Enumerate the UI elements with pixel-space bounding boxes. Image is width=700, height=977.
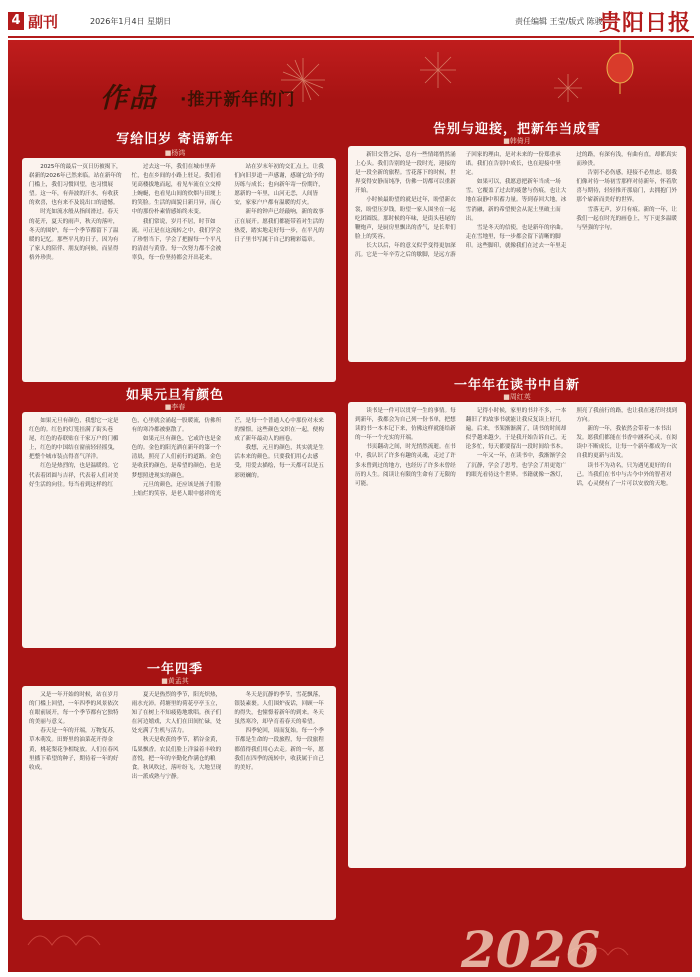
article-body: 又是一年开始的时候，站在岁月的门槛上回望，一年四季的风景依次在眼前展开，每一个季节都有它独特的美丽与意义。 春天是一年的开端，万物复苏，草木萌发。田野里的油菜花开得金黄，桃花梨花争相绽放。人们在春风里播下希望的种子，期待着一年的好收成。 夏天是热烈的季节，阳光炽热，雨水充沛。荷塘里的荷花亭亭玉立，知了在树上不知疲倦地歌唱。孩子们在河边嬉戏，大人们在田间忙碌，处处充满了生机与活力。 秋天是收获的季节，稻谷金黄，瓜果飘香。农民们脸上洋溢着丰收的喜悦，把一年的辛勤化作满仓的粮食。秋风吹过，落叶纷飞，大地呈现出一派成熟与宁静。 冬天是沉静的季节，雪花飘落，银装素裹。人们围炉夜话，回顾一年的得失，也憧憬着新年的到来。冬天虽然寒冷，却孕育着春天的希望。 四季轮回，周而复始。每一个季节都是生命的一段旅程，每一段旅程都值得我们用心去走。新的一年，愿我们在四季的流转中，收获属于自己的美好。 — [22, 686, 336, 920]
article-byline: ■杨鸿 — [164, 149, 186, 157]
article-body: 读书是一件可以贯穿一生的事情。每到新年，我都会为自己列一份书单，把想读的书一本本记下来，仿佛这样就能给新的一年一个充实的开端。 书页翻动之间，时光悄然流逝。在书中，我认识了许多有趣的灵魂，走过了许多未曾到过的地方，也经历了许多未曾经历的人生。阅读让有限的生命有了无限的可能。 记得小时候，家里的书并不多，一本翻旧了的故事书就能让我反复读上好几遍。后来，书架渐渐满了，读书的时间却似乎越来越少。于是我开始告诉自己，无论多忙，每天都要留出一段时间给书本。 一年又一年，在读书中，我渐渐学会了沉静，学会了思考，也学会了用更宽广的眼光看待这个世界。书籍就像一盏灯，照亮了我前行的路，也让我在迷茫时找到方向。 新的一年，我依然会带着一本书出发。愿我们都能在书香中涵养心灵，在阅读中不断成长，让每一个新年都成为一次自我的更新与出发。 读书不为功名，只为遇见更好的自己。当我们在书中与古今中外的智者对话，心灵便有了一片可以安放的天地。 — [348, 402, 686, 868]
header-rule — [8, 36, 694, 38]
masthead-subtitle: ·推开新年的门 — [180, 90, 296, 110]
article-body: 如果元旦有颜色，我想它一定是红色的。红色的灯笼挂满了街头巷尾，红色的春联贴在千家万户的门楣上，红色的中国结在窗前轻轻摇曳，把整个城市装点得喜气洋洋。 红色是热烈的，也是温暖的。它代表着团圆与吉祥，代表着人们对美好生活的向往。每当看到这样的红色，心里就会涌起一股暖流，仿佛所有的寒冷都被驱散了。 如果元旦有颜色，它或许也是金色的。金色的阳光洒在新年的第一个清晨，照亮了人们前行的道路。金色是收获的颜色，是希望的颜色，也是梦想照进现实的颜色。 元旦的颜色，还应该是孩子们脸上灿烂的笑容，是老人眼中慈祥的光芒，是每一个普通人心中那份对未来的憧憬。这些颜色交织在一起，便构成了新年最动人的画卷。 我想，元旦的颜色，其实就是生活本来的颜色。只要我们用心去感受，用爱去描绘，每一天都可以是五彩斑斓的。 — [22, 412, 336, 648]
newspaper-logo: 贵阳日报 — [599, 10, 692, 36]
article-byline: ■黄孟其 — [161, 677, 189, 685]
article-byline: ■韩倚月 — [503, 137, 531, 145]
masthead-title: 作品 — [100, 83, 158, 114]
feature-board — [8, 40, 692, 972]
article-title: 一年年在读书中自新 — [453, 378, 580, 393]
editor-credits: 责任编辑 王莹/版式 陈骏 — [515, 17, 603, 26]
article-byline: ■李春 — [164, 403, 186, 411]
date-line: 2026年1月4日 星期日 — [90, 17, 172, 26]
article-body: 新旧交替之际，总有一些情绪悄然涌上心头。我们告别的是一段时光，迎接的是一段全新的旅程。雪花落下的时候，世界变得安静而纯净，仿佛一切都可以重新开始。 小时候最盼望的就是过年，盼望新衣裳，盼望压岁钱，盼望一家人围坐在一起吃团圆饭。那时候的年味，是街头巷尾的鞭炮声，是厨房里飘出的香气，是长辈们脸上的笑容。 长大以后，年的意义似乎变得更加深沉。它是一年辛劳之后的歇脚，是远方游子回家的理由，是对未来的一份郑重承诺。我们在告别中成长，也在迎接中坚定。 如果可以，我愿意把新年当成一场雪。它覆盖了过去的疲惫与伤痕，也让大地在寂静中积蓄力量。等到春回大地，冰雪消融，新的希望便会从泥土里破土而出。 雪是冬天的信使，也是新年的序曲。走在雪地里，每一步都会留下清晰的脚印。这些脚印，就像我们在过去一年里走过的路，有深有浅，有曲有直，却都真实而珍贵。 告别不必伤感，迎接不必焦虑。愿我们像对待一场初雪那样对待新年，怀着欣喜与期待，轻轻推开那扇门，去拥抱门外那个崭新而美好的世界。 雪落无声，岁月有痕。新的一年，让我们一起在时光的画卷上，写下更多温暖与坚强的字句。 — [348, 146, 686, 362]
article-body: 2025年的最后一页日历被揭下，崭新的2026年已然来临。站在新年的门槛上，我们习惯回望，也习惯展望。这一年，有奔波的汗水，有收获的欢喜，也有来不及说出口的遗憾。 时光如流水般从指间滑过。春天的花开，夏天的雨声，秋天的落叶，冬天的围炉，每一个季节都留下了温暖的记忆。那些平凡的日子，因为有了家人的陪伴、朋友的问候，而显得格外珍贵。 过去这一年，我们在城市里奔忙，也在乡间的小路上驻足。我们看见高楼拔地而起，看见车流在立交桥上蜿蜒，也看见山间的炊烟与田埂上的笑脸。生活的面貌日新月异，而心中的那份朴素情感始终未变。 我们常说，岁月不居，时节如流。可正是在这流转之中，我们学会了珍惜当下，学会了把握每一个平凡的清晨与黄昏。每一次努力都不会被辜负，每一份坚持都会开出花来。 站在岁末年初的交汇点上，让我们向旧岁道一声感谢，感谢它给予的历练与成长；也向新年寄一份期许，愿新的一年里，山河无恙，人间皆安，家家户户都有温暖的灯火。 新年的钟声已经敲响，新的故事正在展开。愿我们都能带着对生活的热爱，踏实地走好每一步，在平凡的日子里书写属于自己的精彩篇章。 — [22, 158, 336, 382]
article-title: 一年四季 — [146, 662, 203, 677]
article-title: 写给旧岁 寄语新年 — [116, 132, 234, 147]
article-title: 如果元旦有颜色 — [125, 388, 224, 403]
page-number: 4 — [8, 12, 24, 30]
section-name: 副刊 — [28, 13, 59, 31]
year-ornament: 2026 — [461, 920, 601, 972]
article-title: 告别与迎接，把新年当成雪 — [432, 122, 601, 137]
article-byline: ■周红英 — [503, 393, 531, 401]
